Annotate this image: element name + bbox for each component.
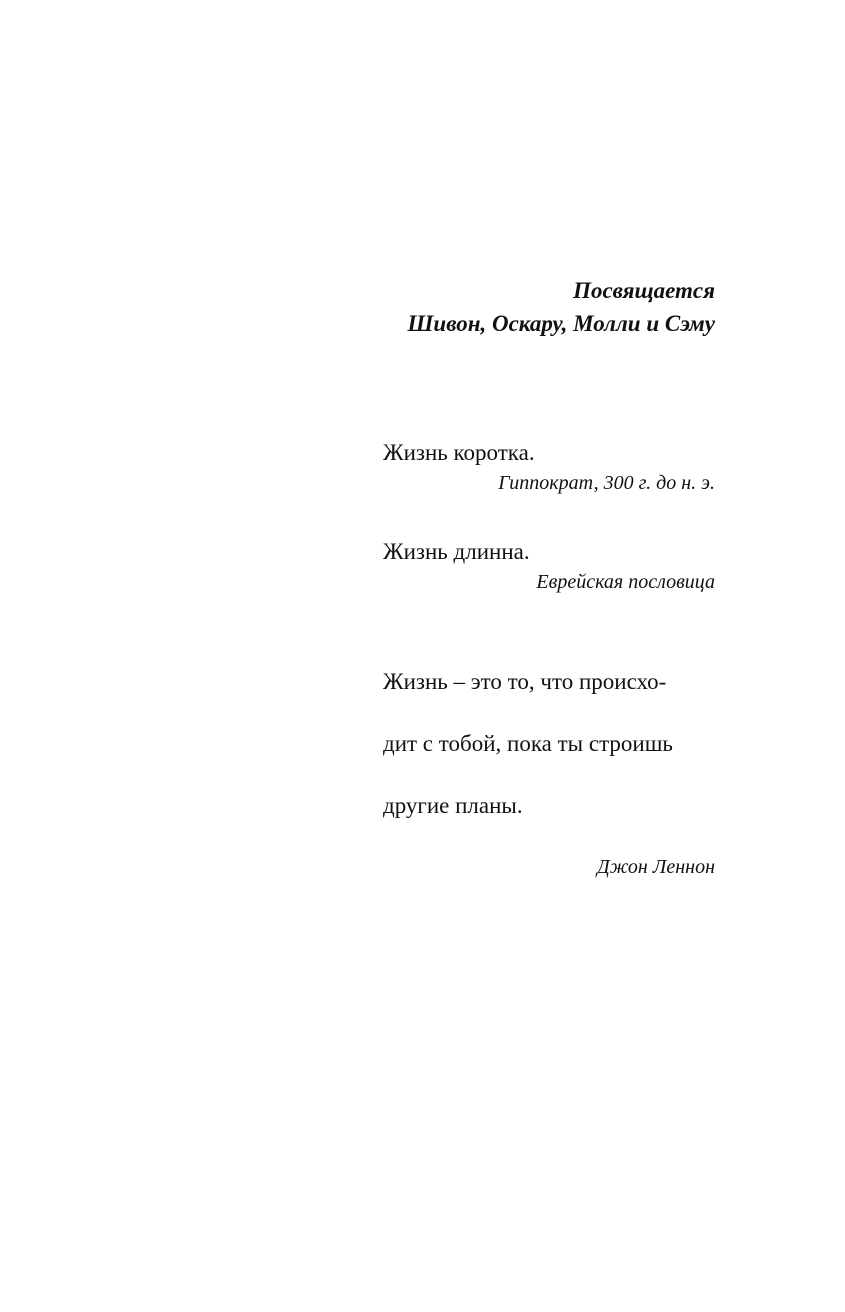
epigraph-quote	[383, 635, 715, 852]
dedication	[408, 274, 715, 340]
epigraph-quote-line: дит с тобой, пока ты строишь	[383, 731, 673, 756]
dedication-line: Посвящается	[573, 278, 715, 303]
epigraph-attribution: Еврейская пословица	[536, 571, 715, 593]
dedication-recipients: Шивон, Оскару, Молли и Сэму	[407, 311, 715, 336]
epigraph-attribution: Гиппократ, 300 г. до н. э.	[498, 472, 715, 494]
epigraph	[383, 437, 715, 498]
epigraphs	[383, 437, 715, 882]
epigraph	[383, 536, 715, 597]
epigraph-quote-line: Жизнь – это то, что происхо-	[383, 669, 667, 694]
epigraph-attribution: Джон Леннон	[597, 856, 715, 878]
epigraph	[383, 635, 715, 882]
epigraph-quote: Жизнь коротка.	[383, 440, 535, 465]
epigraph-quote: Жизнь длинна.	[383, 539, 530, 564]
epigraph-quote-line: другие планы.	[383, 793, 523, 818]
